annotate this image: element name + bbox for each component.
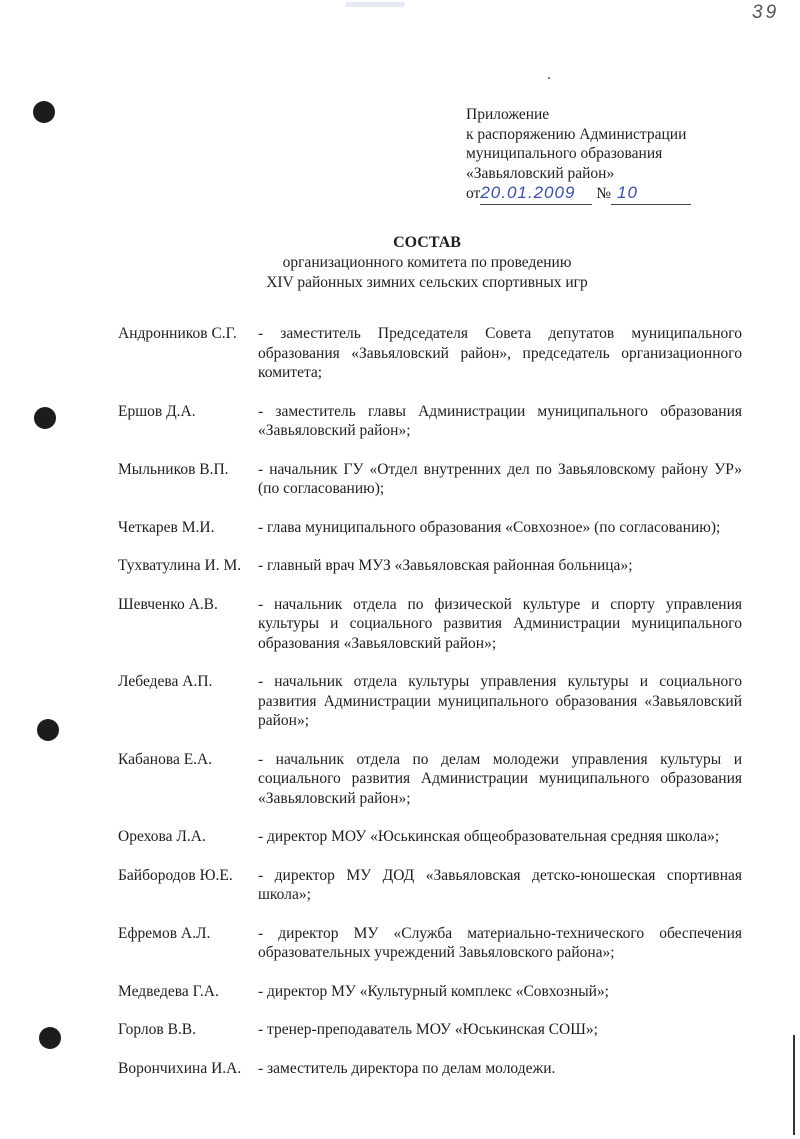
- member-name: Ефремов А.Л.: [118, 924, 211, 942]
- member-role: - начальник ГУ «Отдел внутренних дел по Завьяловскому району УР» (по согласованию);: [258, 460, 742, 497]
- punch-hole-icon: [39, 1027, 61, 1049]
- member-row: [118, 324, 742, 383]
- appendix-line: к распоряжению Администрации: [466, 125, 687, 143]
- member-row: [118, 595, 742, 654]
- handwritten-number: 10: [617, 183, 638, 203]
- appendix-date-line: [466, 183, 691, 205]
- member-role: - директор МУ ДОД «Завьяловская детско-юношеская спортивная школа»;: [258, 866, 742, 903]
- handwritten-page-number: 39: [752, 2, 780, 23]
- number-field: [611, 183, 691, 205]
- member-role: - глава муниципального образования «Совхозное» (по согласованию);: [258, 518, 721, 536]
- document-title: СОСТАВ: [393, 234, 461, 251]
- member-name: Шевченко А.В.: [118, 595, 218, 613]
- member-role: - тренер-преподаватель МОУ «Юськинская СОШ»;: [258, 1021, 598, 1038]
- number-prefix: №: [596, 185, 611, 203]
- member-name: Четкарев М.И.: [118, 518, 215, 536]
- member-name: Тухватулина И. М.: [118, 557, 242, 574]
- member-name: Кабанова Е.А.: [118, 750, 213, 768]
- date-prefix: от: [466, 185, 481, 203]
- member-name: Мыльников В.П.: [118, 460, 229, 478]
- member-role: - директор МУ «Культурный комплекс «Совхозный»;: [258, 982, 609, 1000]
- member-row: [118, 460, 742, 499]
- committee-members-list: [118, 324, 742, 1097]
- member-row: [118, 1020, 742, 1040]
- member-name: Андронников С.Г.: [118, 325, 237, 342]
- scan-smudge: [345, 2, 405, 7]
- subtitle-line: организационного комитета по проведению: [282, 254, 572, 271]
- member-name: Орехова Л.А.: [118, 828, 206, 845]
- punch-hole-icon: [37, 719, 59, 741]
- member-name: Байбородов Ю.Е.: [118, 866, 233, 884]
- member-row: [118, 866, 742, 905]
- member-row: [118, 518, 742, 538]
- member-role: - начальник отдела по физической культуре и спорту управления культуры и социального развития Администрации муниципального образования «Завьяловский район»;: [258, 595, 742, 652]
- punch-hole-icon: [34, 407, 56, 429]
- member-role: - начальник отдела по делам молодежи управления культуры и социального развития Администрации муниципального образования «Завьяловский район»;: [258, 750, 742, 807]
- member-name: Лебедева А.П.: [118, 673, 213, 690]
- member-name: Медведева Г.А.: [118, 982, 219, 1000]
- member-name: Горлов В.В.: [118, 1021, 196, 1038]
- member-role: - главный врач МУЗ «Завьяловская районная больница»;: [258, 557, 633, 574]
- date-field: [480, 183, 592, 205]
- member-row: [118, 750, 742, 809]
- subtitle-line: XIV районных зимних сельских спортивных игр: [266, 273, 588, 291]
- member-row: [118, 1059, 742, 1079]
- member-row: [118, 556, 742, 576]
- member-row: [118, 982, 742, 1002]
- member-role: - директор МОУ «Юськинская общеобразовательная средняя школа»;: [258, 828, 720, 845]
- member-row: [118, 672, 742, 731]
- page-edge-line: [793, 1035, 795, 1135]
- appendix-line: муниципального образования: [466, 145, 663, 163]
- handwritten-date: 20.01.2009: [480, 183, 576, 203]
- member-name: Ворончихина И.А.: [118, 1059, 242, 1077]
- member-role: - заместитель директора по делам молодежи.: [258, 1059, 556, 1077]
- member-role: - директор МУ «Служба материально-технического обеспечения образовательных учреждений Завьяловского района»;: [258, 924, 742, 961]
- scan-speck: [548, 77, 550, 79]
- member-role: - заместитель Председателя Совета депутатов муниципального образования «Завьяловский район», председатель организационного комитета;: [258, 325, 742, 381]
- punch-hole-icon: [33, 101, 55, 123]
- member-name: Ершов Д.А.: [118, 402, 196, 420]
- member-role: - начальник отдела культуры управления культуры и социального развития Администрации муниципального образования «Завьяловский район»;: [258, 673, 742, 729]
- member-row: [118, 827, 742, 847]
- member-row: [118, 402, 742, 441]
- member-row: [118, 924, 742, 963]
- appendix-header: [466, 105, 691, 205]
- member-role: - заместитель главы Администрации муниципального образования «Завьяловский район»;: [258, 402, 742, 439]
- appendix-line: Приложение: [466, 106, 550, 123]
- document-subtitle: [0, 253, 800, 292]
- appendix-line: «Завьяловский район»: [466, 164, 615, 182]
